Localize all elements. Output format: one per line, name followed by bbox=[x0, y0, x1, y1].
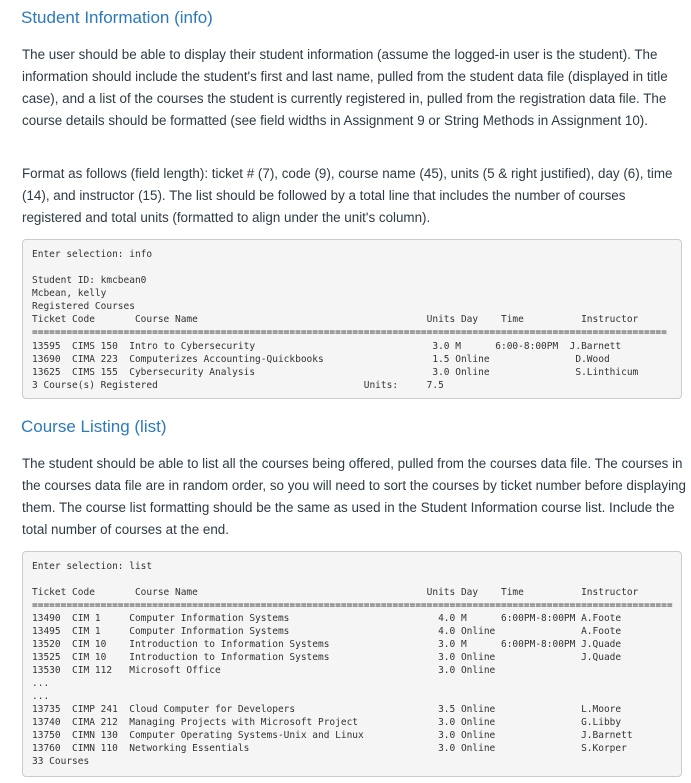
student-information-heading: Student Information (info) bbox=[21, 8, 213, 27]
course-listing-description: The student should be able to list all the courses being offered, pulled from the courses data file. The courses in the courses data file are in random order, so you will need to sort the courses by ticket number before displaying them. The course list formatting should be the same as used in the Student Information course list. Include the total number of courses at the end. bbox=[22, 456, 686, 537]
student-information-description: The user should be able to display their student information (assume the logged-in user is the student). The information should include the student's first and last name, pulled from the student data file (displayed in title case), and a list of the courses the student is currently registered in, pulled from the registration data file. The course details should be formatted (see field widths in Assignment 9 or String Methods in Assignment 10). bbox=[22, 47, 668, 128]
info-sample-output-rows: 13595 CIMS 150 Intro to Cybersecurity 3.0 M 6:00-8:00PM J.Barnett 13690 CIMA 223 Computerizes Accounting-Quickbooks 1.5 Online D.Wood 13625 CIMS 155 Cybersecurity Analysis 3.0 Online S.Linthicum 3 Course(s) Registered Units: 7.5 bbox=[32, 341, 639, 391]
list-sample-output-rows: 13490 CIM 1 Computer Information Systems 4.0 M 6:00PM-8:00PM A.Foote 13495 CIM 1 Computer Information Systems 4.0 Online A.Foote 13520 CIM 10 Introduction to Information Systems 3.0 M 6:00PM-8:00PM J.Quade 13525 CIM 10 Introduction to Information Systems 3.0 Online J.Quade 13530 CIM 112 Microsoft Office 3.0 Online ... ... 13735 CIMP 241 Cloud Computer for Developers 3.5 Online L.Moore 13740 CIMA 212 Managing Projects with Microsoft Project 3.0 Online G.Libby 13750 CIMN 130 Computer Operating Systems-Unix and Linux 3.0 Online J.Barnett 13760 CIMN 110 Networking Essentials 3.0 Online S.Korper 33 Courses bbox=[32, 613, 633, 767]
info-sample-output bbox=[22, 239, 682, 399]
list-sample-output bbox=[22, 551, 682, 777]
list-sample-output-header: Enter selection: list Ticket Code Course Name Units Day Time Instructor ================================================================================================================ bbox=[32, 561, 673, 611]
info-sample-output-header: Enter selection: info Student ID: kmcbean0 Mcbean, kelly Registered Courses Ticket Code Course Name Units Day Time Instructor =============================================================================================================== bbox=[32, 249, 667, 338]
student-information-format-description: Format as follows (field length): ticket # (7), code (9), course name (45), units (5 & right justified), day (6), time (14), and instructor (15). The list should be followed by a total line that includes the number of courses registered and total units (formatted to align under the unit's column). bbox=[22, 166, 673, 225]
course-listing-heading: Course Listing (list) bbox=[21, 417, 167, 436]
